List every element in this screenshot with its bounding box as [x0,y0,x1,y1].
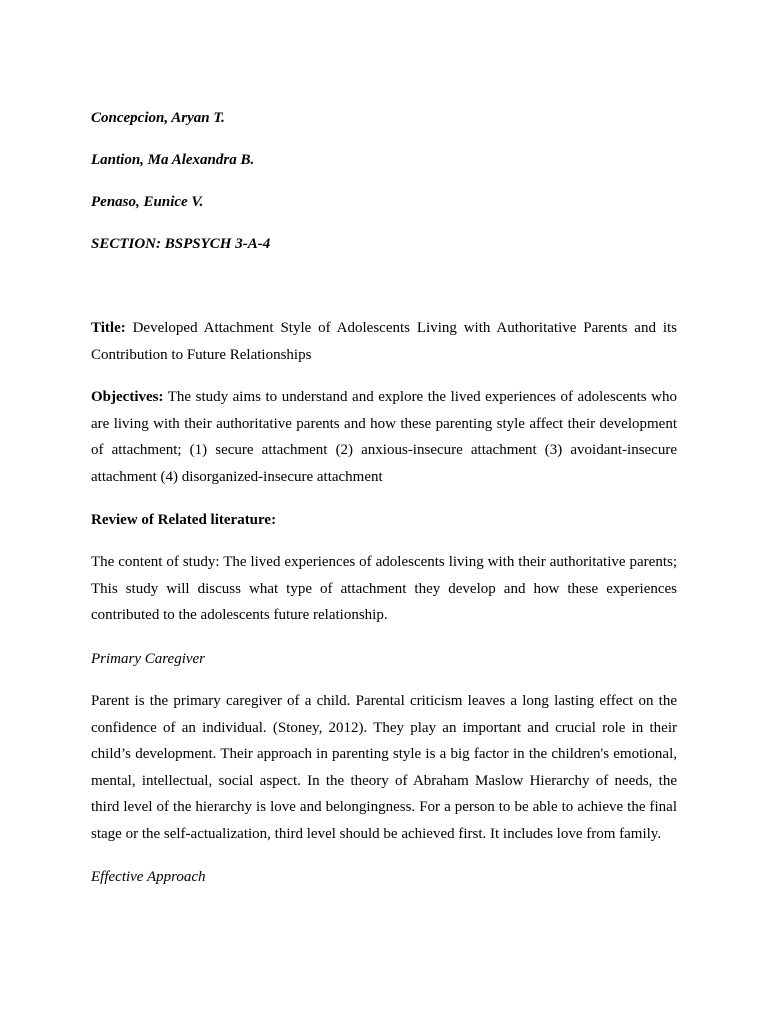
caregiver-line-3: child’s development. Their approach in parenting style is a big factor in the children's emotional, [91,746,677,763]
author-name: Penaso, Eunice V. [91,194,204,210]
caregiver-line-1: Parent is the primary caregiver of a child. Parental criticism leaves a long lasting effect on the [91,693,677,709]
primary-caregiver-paragraph [91,688,677,848]
section-label: SECTION: BSPSYCH 3-A-4 [91,236,271,252]
caregiver-line-2: confidence of an individual. (Stoney, 2012). They play an important and crucial role in their [91,719,677,736]
objectives-line-2: are living with their authoritative parents and how these parenting style affect their development [91,415,677,432]
objectives-line-1 [91,384,677,411]
content-paragraph [91,549,677,629]
caregiver-line-6: stage or the self-actualization, third level should be achieved first. It includes love from family. [91,825,662,842]
objectives-line-4: attachment (4) disorganized-insecure attachment [91,468,383,485]
caregiver-line-4: mental, intellectual, social aspect. In the theory of Abraham Maslow Hierarchy of needs, the [91,772,677,789]
review-heading: Review of Related literature: [91,512,277,528]
title-label: Title: [91,320,126,336]
author-name: Concepcion, Aryan T. [91,110,225,126]
content-line-1: The content of study: The lived experiences of adolescents living with their authoritative parents; [91,554,677,570]
effective-approach-heading: Effective Approach [91,869,206,885]
title-text: Developed Attachment Style of Adolescents Living with Authoritative Parents and its [132,320,678,336]
title-line-1 [91,315,677,342]
caregiver-line-5: third level of the hierarchy is love and belongingness. For a person to be able to achieve the final [91,799,677,816]
content-line-2: This study will discuss what type of attachment they develop and how these experiences [91,580,677,597]
objectives-label: Objectives: [91,389,164,405]
objectives-line-3: of attachment; (1) secure attachment (2) anxious-insecure attachment (3) avoidant-insecure [91,442,677,459]
author-name: Lantion, Ma Alexandra B. [91,152,255,168]
primary-caregiver-heading: Primary Caregiver [91,651,206,667]
content-line-3: contributed to the adolescents future relationship. [91,607,388,624]
title-paragraph [91,315,677,368]
objectives-text: The study aims to understand and explore the lived experiences of adolescents who [167,389,677,405]
objectives-paragraph [91,384,677,490]
document-page [91,0,677,1024]
title-line-2: Contribution to Future Relationships [91,346,312,363]
